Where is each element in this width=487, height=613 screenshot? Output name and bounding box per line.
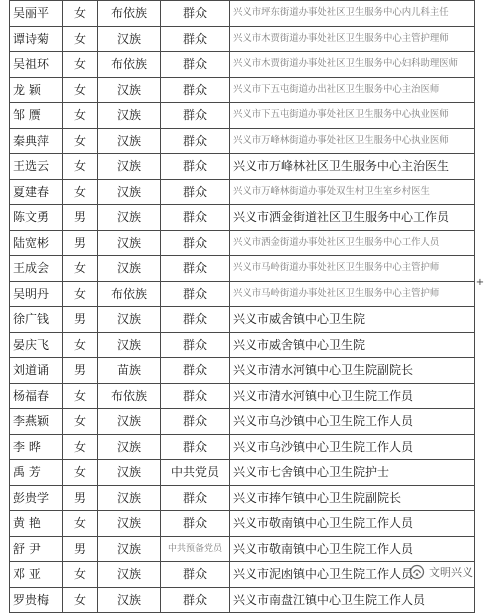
cell-ethnicity: 汉族 bbox=[98, 485, 161, 511]
cell-name: 晏庆飞 bbox=[10, 332, 63, 358]
cell-political-status: 群众 bbox=[161, 281, 230, 307]
table-row bbox=[10, 205, 475, 231]
cell-gender: 男 bbox=[63, 307, 98, 333]
table-row bbox=[10, 1, 475, 27]
roster-body bbox=[10, 1, 475, 613]
cell-gender: 女 bbox=[63, 256, 98, 282]
cell-workplace: 兴义市七舍镇中心卫生院护士 bbox=[230, 460, 475, 486]
cell-workplace: 兴义市下五屯街道办事处社区卫生服务中心执业医师 bbox=[230, 103, 475, 129]
cell-ethnicity: 汉族 bbox=[98, 332, 161, 358]
table-row bbox=[10, 103, 475, 129]
cell-workplace: 兴义市坪东街道办事处社区卫生服务中心内儿科主任 bbox=[230, 1, 475, 27]
cell-gender: 女 bbox=[63, 332, 98, 358]
cell-name: 邓 亚 bbox=[10, 562, 63, 588]
cell-political-status: 群众 bbox=[161, 1, 230, 27]
watermark-text: 文明兴义 bbox=[429, 566, 473, 579]
cell-name: 谭诗菊 bbox=[10, 26, 63, 52]
table-row bbox=[10, 332, 475, 358]
cell-political-status: 群众 bbox=[161, 52, 230, 78]
cell-political-status: 群众 bbox=[161, 587, 230, 613]
cell-gender: 男 bbox=[63, 358, 98, 384]
cell-gender: 男 bbox=[63, 205, 98, 231]
cell-name: 邹 赝 bbox=[10, 103, 63, 129]
cell-name: 陈文勇 bbox=[10, 205, 63, 231]
cell-gender: 女 bbox=[63, 587, 98, 613]
cell-political-status: 群众 bbox=[161, 409, 230, 435]
cell-workplace: 兴义市泥凼镇中心卫生院工作人员 bbox=[230, 562, 475, 588]
cell-political-status: 群众 bbox=[161, 307, 230, 333]
cell-workplace: 兴义市乌沙镇中心卫生院工作人员 bbox=[230, 409, 475, 435]
cell-political-status: 中共预备党员 bbox=[161, 536, 230, 562]
cell-gender: 女 bbox=[63, 103, 98, 129]
table-row bbox=[10, 562, 475, 588]
cell-political-status: 群众 bbox=[161, 154, 230, 180]
expand-handle-icon[interactable]: + bbox=[475, 277, 485, 288]
cell-name: 刘道诵 bbox=[10, 358, 63, 384]
roster-table bbox=[9, 0, 475, 613]
cell-political-status: 群众 bbox=[161, 26, 230, 52]
cell-workplace: 兴义市马岭街道办事处社区卫生服务中心主管护师 bbox=[230, 256, 475, 282]
cell-gender: 女 bbox=[63, 26, 98, 52]
cell-gender: 女 bbox=[63, 281, 98, 307]
cell-workplace: 兴义市洒金街道社区卫生服务中心工作员 bbox=[230, 205, 475, 231]
table-row bbox=[10, 587, 475, 613]
table-row bbox=[10, 511, 475, 537]
roster-sheet bbox=[9, 0, 475, 613]
cell-gender: 女 bbox=[63, 562, 98, 588]
table-row bbox=[10, 536, 475, 562]
cell-name: 夏建春 bbox=[10, 179, 63, 205]
cell-gender: 女 bbox=[63, 77, 98, 103]
cell-ethnicity: 汉族 bbox=[98, 179, 161, 205]
cell-gender: 女 bbox=[63, 511, 98, 537]
cell-name: 龙 颖 bbox=[10, 77, 63, 103]
cell-workplace: 兴义市敬南镇中心卫生院工作人员 bbox=[230, 536, 475, 562]
cell-name: 禹 芳 bbox=[10, 460, 63, 486]
cell-name: 徐广钱 bbox=[10, 307, 63, 333]
cell-ethnicity: 汉族 bbox=[98, 409, 161, 435]
cell-ethnicity: 布依族 bbox=[98, 1, 161, 27]
cell-political-status: 群众 bbox=[161, 77, 230, 103]
cell-political-status: 群众 bbox=[161, 562, 230, 588]
cell-workplace: 兴义市马岭街道办事处社区卫生服务中心主管护师 bbox=[230, 281, 475, 307]
cell-ethnicity: 汉族 bbox=[98, 434, 161, 460]
cell-ethnicity: 汉族 bbox=[98, 154, 161, 180]
table-row bbox=[10, 128, 475, 154]
cell-gender: 男 bbox=[63, 536, 98, 562]
cell-name: 陆宽彬 bbox=[10, 230, 63, 256]
cell-workplace: 兴义市乌沙镇中心卫生院工作人员 bbox=[230, 434, 475, 460]
cell-workplace: 兴义市威舍镇中心卫生院 bbox=[230, 332, 475, 358]
cell-ethnicity: 汉族 bbox=[98, 26, 161, 52]
cell-political-status: 群众 bbox=[161, 434, 230, 460]
cell-name: 李 晔 bbox=[10, 434, 63, 460]
cell-ethnicity: 汉族 bbox=[98, 511, 161, 537]
cell-political-status: 群众 bbox=[161, 179, 230, 205]
cell-ethnicity: 汉族 bbox=[98, 77, 161, 103]
cell-political-status: 群众 bbox=[161, 511, 230, 537]
cell-political-status: 群众 bbox=[161, 383, 230, 409]
cell-name: 彭贵学 bbox=[10, 485, 63, 511]
cell-ethnicity: 汉族 bbox=[98, 128, 161, 154]
cell-political-status: 群众 bbox=[161, 205, 230, 231]
cell-ethnicity: 汉族 bbox=[98, 562, 161, 588]
cell-gender: 女 bbox=[63, 154, 98, 180]
cell-name: 杨福春 bbox=[10, 383, 63, 409]
cell-ethnicity: 汉族 bbox=[98, 230, 161, 256]
table-row bbox=[10, 77, 475, 103]
cell-gender: 男 bbox=[63, 485, 98, 511]
watermark bbox=[409, 564, 473, 580]
cell-workplace: 兴义市威舍镇中心卫生院 bbox=[230, 307, 475, 333]
table-row bbox=[10, 383, 475, 409]
cell-ethnicity: 汉族 bbox=[98, 103, 161, 129]
table-row bbox=[10, 281, 475, 307]
cell-gender: 女 bbox=[63, 1, 98, 27]
table-row bbox=[10, 485, 475, 511]
cell-ethnicity: 布依族 bbox=[98, 281, 161, 307]
cell-ethnicity: 汉族 bbox=[98, 536, 161, 562]
cell-name: 罗贵梅 bbox=[10, 587, 63, 613]
cell-political-status: 群众 bbox=[161, 230, 230, 256]
cell-workplace: 兴义市万峰林街道办事处双生村卫生室乡村医生 bbox=[230, 179, 475, 205]
cell-political-status: 群众 bbox=[161, 358, 230, 384]
cell-ethnicity: 汉族 bbox=[98, 256, 161, 282]
cell-political-status: 群众 bbox=[161, 485, 230, 511]
table-row bbox=[10, 409, 475, 435]
cell-gender: 女 bbox=[63, 128, 98, 154]
cell-political-status: 群众 bbox=[161, 103, 230, 129]
cell-ethnicity: 汉族 bbox=[98, 587, 161, 613]
cell-gender: 女 bbox=[63, 179, 98, 205]
cell-ethnicity: 汉族 bbox=[98, 205, 161, 231]
table-row bbox=[10, 26, 475, 52]
wenming-logo-icon bbox=[409, 564, 425, 580]
cell-workplace: 兴义市捧乍镇中心卫生院副院长 bbox=[230, 485, 475, 511]
cell-ethnicity: 汉族 bbox=[98, 307, 161, 333]
table-row bbox=[10, 307, 475, 333]
cell-name: 李燕颖 bbox=[10, 409, 63, 435]
cell-political-status: 群众 bbox=[161, 332, 230, 358]
cell-workplace: 兴义市万峰林社区卫生服务中心主治医生 bbox=[230, 154, 475, 180]
cell-name: 吴丽平 bbox=[10, 1, 63, 27]
cell-workplace: 兴义市敬南镇中心卫生院工作人员 bbox=[230, 511, 475, 537]
cell-name: 舒 尹 bbox=[10, 536, 63, 562]
cell-workplace: 兴义市下五屯街道办出社区卫生服务中心主治医师 bbox=[230, 77, 475, 103]
table-row bbox=[10, 256, 475, 282]
cell-gender: 女 bbox=[63, 409, 98, 435]
table-row bbox=[10, 179, 475, 205]
cell-name: 吴明丹 bbox=[10, 281, 63, 307]
cell-workplace: 兴义市洒金街道办事处社区卫生服务中心工作人员 bbox=[230, 230, 475, 256]
cell-ethnicity: 汉族 bbox=[98, 460, 161, 486]
cell-name: 秦典萍 bbox=[10, 128, 63, 154]
cell-workplace: 兴义市南盘江镇中心卫生院工作人员 bbox=[230, 587, 475, 613]
table-row bbox=[10, 52, 475, 78]
cell-workplace: 兴义市清水河镇中心卫生院工作员 bbox=[230, 383, 475, 409]
table-row bbox=[10, 154, 475, 180]
table-row bbox=[10, 230, 475, 256]
cell-name: 黄 艳 bbox=[10, 511, 63, 537]
table-row bbox=[10, 434, 475, 460]
cell-ethnicity: 布依族 bbox=[98, 383, 161, 409]
cell-name: 王选云 bbox=[10, 154, 63, 180]
cell-gender: 男 bbox=[63, 230, 98, 256]
cell-workplace: 兴义市木贾街道办事处社区卫生服务中心妇科助理医师 bbox=[230, 52, 475, 78]
cell-workplace: 兴义市清水河镇中心卫生院副院长 bbox=[230, 358, 475, 384]
cell-gender: 女 bbox=[63, 52, 98, 78]
cell-political-status: 群众 bbox=[161, 128, 230, 154]
cell-political-status: 中共党员 bbox=[161, 460, 230, 486]
cell-workplace: 兴义市万峰林街道办事处社区卫生服务中心执业医师 bbox=[230, 128, 475, 154]
cell-gender: 女 bbox=[63, 383, 98, 409]
cell-workplace: 兴义市木贾街道办事处社区卫生服务中心主管护理师 bbox=[230, 26, 475, 52]
cell-name: 吴祖环 bbox=[10, 52, 63, 78]
table-row bbox=[10, 460, 475, 486]
cell-name: 王成会 bbox=[10, 256, 63, 282]
cell-gender: 女 bbox=[63, 460, 98, 486]
cell-gender: 女 bbox=[63, 434, 98, 460]
cell-ethnicity: 布依族 bbox=[98, 52, 161, 78]
table-row bbox=[10, 358, 475, 384]
cell-ethnicity: 苗族 bbox=[98, 358, 161, 384]
cell-political-status: 群众 bbox=[161, 256, 230, 282]
